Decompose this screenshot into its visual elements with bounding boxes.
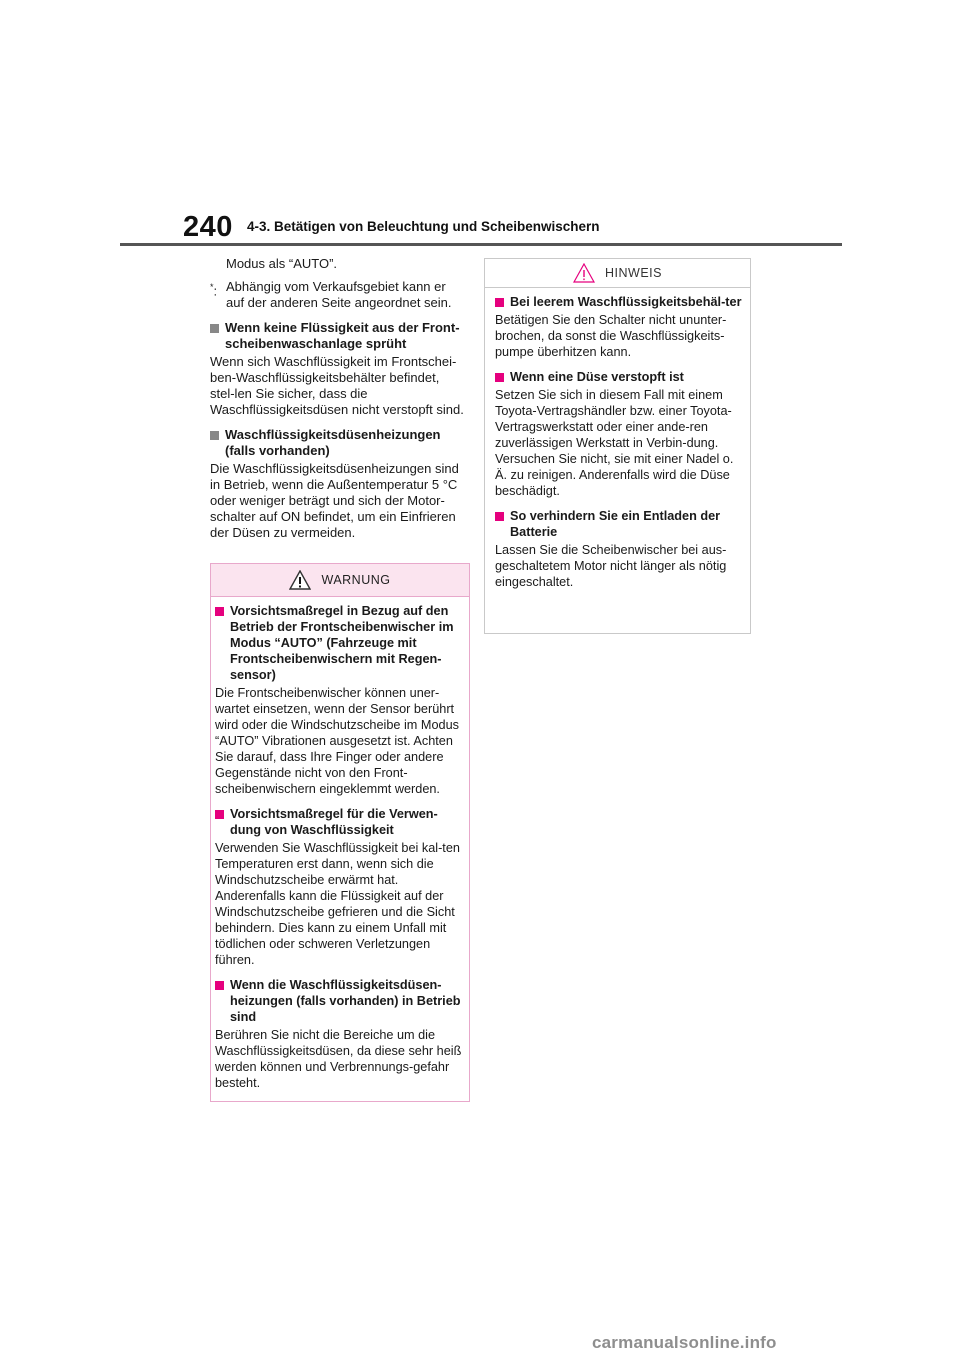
square-bullet-icon [495, 512, 504, 521]
section-heading: Waschflüssigkeitsdüsenheizungen (falls vorhanden) [225, 427, 441, 458]
note-header [485, 259, 750, 288]
note-section-clogged-nozzle [495, 369, 744, 499]
footnote [210, 279, 466, 311]
note-title: HINWEIS [605, 266, 662, 280]
note-section-battery [495, 508, 744, 590]
page-number: 240 [183, 211, 233, 243]
square-bullet-icon [495, 373, 504, 382]
section-body: Lassen Sie die Scheibenwischer bei aus-geschaltetem Motor nicht länger als nötig eingeschaltet. [495, 543, 727, 589]
header-rule [120, 243, 842, 246]
square-bullet-icon [215, 810, 224, 819]
warning-section-nozzle-heaters [215, 977, 463, 1091]
section-body: Die Waschflüssigkeitsdüsenheizungen sind in Betrieb, wenn die Außentemperatur 5 °C oder weniger beträgt und sich der Motor-schalter auf ON befindet, um ein Einfrieren der Düsen zu vermeiden. [210, 461, 459, 540]
section-heading: Vorsichtsmaßregel in Bezug auf den Betrieb der Frontscheibenwischer im Modus “AUTO” (Fahrzeuge mit Frontscheibenwischern mit Regen-sensor) [230, 604, 454, 682]
section-heading: Wenn eine Düse verstopft ist [510, 370, 684, 384]
section-heading: Wenn keine Flüssigkeit aus der Front-scheibenwaschanlage sprüht [225, 320, 460, 351]
section-heading: Wenn die Waschflüssigkeitsdüsen-heizungen (falls vorhanden) in Betrieb sind [230, 978, 461, 1024]
warning-section-auto-mode [215, 603, 463, 797]
square-bullet-icon [210, 431, 219, 440]
section-body: Betätigen Sie den Schalter nicht ununter-brochen, da sonst die Waschflüssigkeits-pumpe überhitzen kann. [495, 313, 727, 359]
section-body: Setzen Sie sich in diesem Fall mit einem Toyota-Vertragshändler bzw. einer Toyota-Vertragswerkstatt oder einer ande-ren zuverlässigen Werkstatt in Verbin-dung. [495, 388, 732, 450]
chapter-title: 4-3. Betätigen von Beleuchtung und Scheibenwischern [247, 219, 600, 234]
section-heading: Bei leerem Waschflüssigkeitsbehäl-ter [510, 295, 742, 309]
left-column [210, 256, 466, 550]
section-heading: So verhindern Sie ein Entladen der Batterie [510, 509, 721, 539]
note-section-empty-tank [495, 294, 744, 360]
section-no-fluid [210, 320, 466, 418]
section-body: Verwenden Sie Waschflüssigkeit bei kal-ten Temperaturen erst dann, wenn sich die Windschutzscheibe erwärmt hat. Anderenfalls kann die Flüssigkeit auf der Windschutzscheibe gefrieren und die Sicht behindern. Dies kann zu einem Unfall mit tödlichen oder schweren Verletzungen führen. [215, 841, 460, 967]
square-bullet-icon [495, 298, 504, 307]
continuation-text: Modus als “AUTO”. [226, 256, 338, 271]
warning-header [211, 564, 469, 597]
warning-body [211, 597, 469, 1091]
note-box [484, 258, 751, 634]
footnote-text: Abhängig vom Verkaufsgebiet kann er auf der anderen Seite angeordnet sein. [226, 279, 452, 310]
warning-box [210, 563, 470, 1102]
footnote-mark: *: [210, 282, 218, 299]
section-body: Wenn sich Waschflüssigkeit im Frontschei-ben-Waschflüssigkeitsbehälter befindet, stel-len Sie sicher, dass die Waschflüssigkeitsdüsen nicht verstopft sind. [210, 354, 464, 417]
section-body: Die Frontscheibenwischer können uner-wartet einsetzen, wenn der Sensor berührt wird oder die Windschutzscheibe im Modus “AUTO” Vibrationen ausgesetzt ist. Achten Sie darauf, dass Ihre Finger oder andere Gegenstände nicht von den Front-scheibenwischern eingeklemmt werden. [215, 686, 459, 796]
warning-section-washer-fluid [215, 806, 463, 968]
section-nozzle-heaters [210, 427, 466, 541]
square-bullet-icon [215, 607, 224, 616]
watermark: carmanualsonline.info [592, 1333, 777, 1352]
square-bullet-icon [210, 324, 219, 333]
section-body: Berühren Sie nicht die Bereiche um die Waschflüssigkeitsdüsen, da diese sehr heiß werden können und Verbrennungs-gefahr besteht. [215, 1028, 462, 1090]
warning-triangle-icon [289, 570, 311, 590]
square-bullet-icon [215, 981, 224, 990]
section-heading: Vorsichtsmaßregel für die Verwen-dung von Waschflüssigkeit [230, 807, 438, 837]
section-body-continued: Versuchen Sie nicht, sie mit einer Nadel o. Ä. zu reinigen. Anderenfalls wird die Düse beschädigt. [495, 452, 734, 498]
note-body [485, 288, 750, 590]
warning-title: WARNUNG [321, 573, 391, 587]
caution-triangle-outline-icon [573, 263, 595, 283]
